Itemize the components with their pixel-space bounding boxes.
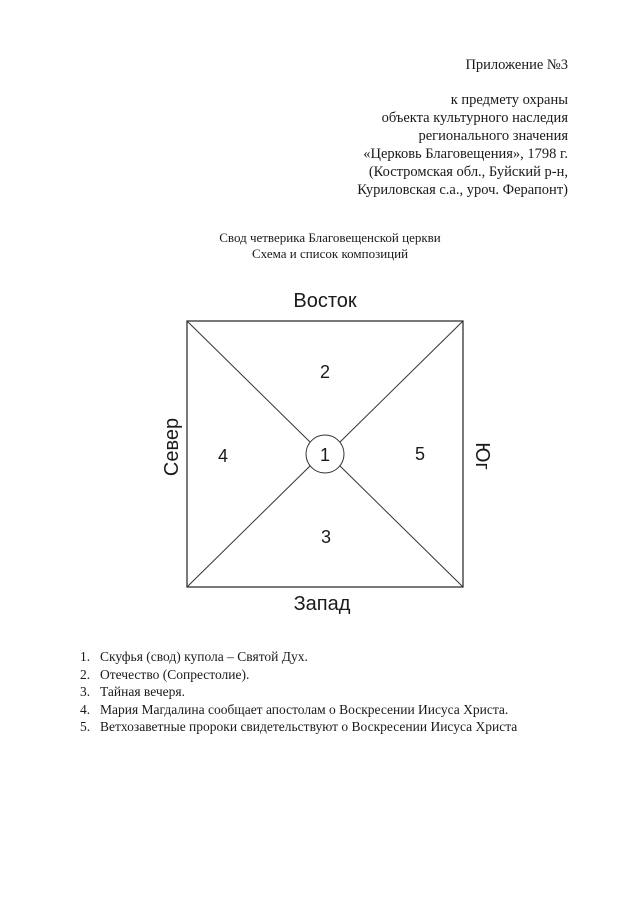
list-item [80, 683, 517, 701]
list-item [80, 718, 517, 736]
list-item-number: 5. [80, 719, 91, 734]
vault-scheme-diagram [150, 280, 510, 620]
label-east: Восток [293, 290, 357, 312]
list-item-number: 4. [80, 701, 91, 717]
appendix-title: Приложение №3 [465, 57, 568, 73]
list-item-text: Тайная вечеря. [100, 684, 185, 699]
header-line: (Костромская обл., Буйский р-н, [368, 164, 568, 180]
label-south: Юг [471, 442, 493, 470]
diagonal-line [187, 321, 311, 443]
diagonal-line [339, 465, 463, 587]
header-line: регионального значения [418, 128, 568, 144]
list-item-text: Ветхозаветные пророки свидетельствуют о Воскресении Иисуса Христа [100, 719, 518, 734]
list-item [80, 648, 517, 666]
list-item-number: 3. [80, 684, 91, 699]
composition-list [80, 648, 517, 736]
section-number-5: 5 [414, 444, 426, 464]
label-north: Север [161, 417, 183, 477]
list-item [80, 701, 517, 719]
header-line: Куриловская с.а., уроч. Ферапонт) [357, 182, 568, 198]
diagram-caption [0, 230, 640, 262]
list-item-text: Мария Магдалина сообщает апостолам о Воскресении Иисуса Христа. [100, 701, 509, 717]
section-number-2: 2 [319, 362, 331, 382]
section-number-3: 3 [320, 527, 332, 547]
header-line: объекта культурного наследия [381, 110, 568, 126]
caption-title: Свод четверика Благовещенской церкви [219, 230, 441, 245]
list-item-text: Отечество (Сопрестолие). [100, 666, 250, 682]
list-item-text: Скуфья (свод) купола – Святой Дух. [100, 649, 308, 664]
section-number-1: 1 [319, 445, 331, 465]
appendix-header [357, 56, 568, 199]
list-item-number: 1. [80, 649, 91, 664]
diagonal-line [187, 465, 311, 587]
header-line: к предмету охраны [450, 92, 568, 108]
label-west: Запад [293, 593, 351, 615]
list-item-number: 2. [80, 666, 91, 682]
caption-subtitle: Схема и список композиций [251, 246, 409, 261]
header-line: «Церковь Благовещения», 1798 г. [363, 146, 568, 162]
diagonal-line [339, 321, 463, 443]
section-number-4: 4 [217, 446, 229, 466]
list-item [80, 666, 517, 684]
